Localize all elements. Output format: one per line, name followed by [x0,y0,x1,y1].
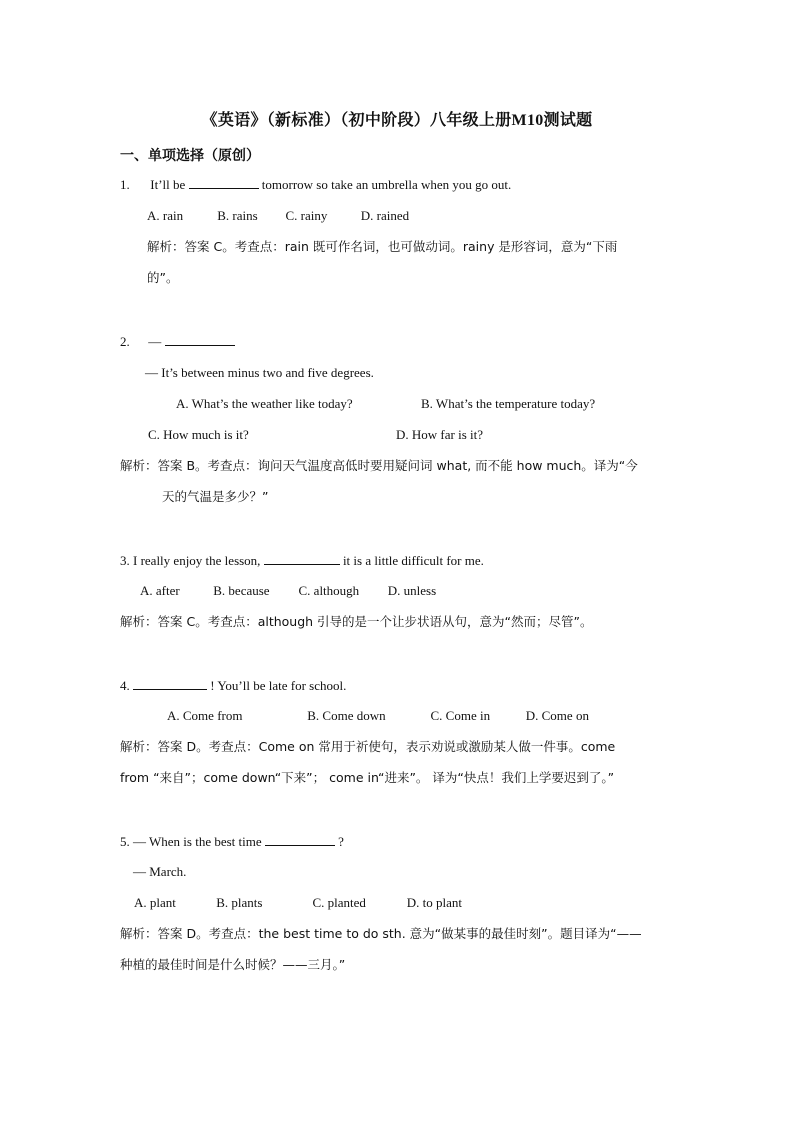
page-title: 《英语》（新标准）（初中阶段）八年级上册M10测试题 [201,112,593,129]
option-a: A. plant [134,895,176,910]
answer-blank [264,552,340,565]
option-c: C. planted [312,895,366,910]
option-b: B. Come down [307,708,386,723]
option-b: B. rains [217,208,258,223]
option-a: A. Come from [167,708,243,723]
question-number: 1. [120,177,130,192]
question-text: 5. — When is the best time [120,834,262,849]
answer-blank [165,333,235,346]
options-row [147,208,409,224]
question-text: ? [338,834,344,849]
solution-text: 解析：答案 D。考查点：Come on 常用于祈使句，表示劝说或激励某人做一件事。come [120,739,616,754]
question-2 [120,333,235,350]
option-a: A. after [140,583,180,598]
question-4 [120,677,346,694]
question-5 [120,833,344,850]
options-row [140,583,436,599]
solution-text: from “来自”；come down“下来”； come in“进来”。 译为“快点！我们上学要迟到了。” [120,770,615,785]
solution-text: 解析：答案 C。考查点：rain 既可作名词，也可做动词。rainy 是形容词，意为“下雨 [147,239,618,254]
answer-line: — It’s between minus two and five degrees. [145,365,374,380]
solution-text: 种植的最佳时间是什么时候？——三月。” [120,957,346,972]
option-c: C. rainy [285,208,328,223]
options-row [167,708,589,724]
option-c: C. Come in [430,708,491,723]
option-c: C. although [298,583,360,598]
dash: — [148,334,162,349]
question-number: 2. [120,334,130,349]
question-text: tomorrow so take an umbrella when you go out. [261,177,512,192]
question-number: 4. [120,678,130,693]
answer-line: — March. [133,864,187,879]
question-text: it is a little difficult for me. [342,553,484,568]
question-text: ! You’ll be late for school. [210,678,347,693]
question-text: It’ll be [150,177,186,192]
question-text: 3. I really enjoy the lesson, [120,553,261,568]
solution-text: 的”。 [147,270,179,285]
section-heading: 一、单项选择（原创） [120,149,260,164]
options-row [134,895,462,911]
option-d: D. rained [360,208,410,223]
question-1 [120,176,511,193]
solution-text: 解析：答案 D。考查点：the best time to do sth. 意为“做某事的最佳时刻”。题目译为“—— [120,926,642,941]
solution-text: 解析：答案 B。考查点：询问天气温度高低时要用疑问词 what, 而不能 how much。译为“今 [120,458,638,473]
option-d: D. How far is it? [396,427,484,442]
option-c: C. How much is it? [148,427,249,442]
option-b: B. What’s the temperature today? [421,396,596,411]
solution-text: 天的气温是多少？” [162,489,269,504]
option-d: D. to plant [406,895,462,910]
question-3 [120,552,484,569]
solution-text: 解析：答案 C。考查点：although 引导的是一个让步状语从句，意为“然而；尽管”。 [120,614,593,629]
answer-blank [265,833,335,846]
option-a: A. What’s the weather like today? [176,396,353,411]
option-b: B. plants [216,895,263,910]
option-d: D. unless [387,583,437,598]
option-b: B. because [213,583,270,598]
option-a: A. rain [147,208,184,223]
answer-blank [189,176,259,189]
option-d: D. Come on [525,708,589,723]
answer-blank [133,677,207,690]
